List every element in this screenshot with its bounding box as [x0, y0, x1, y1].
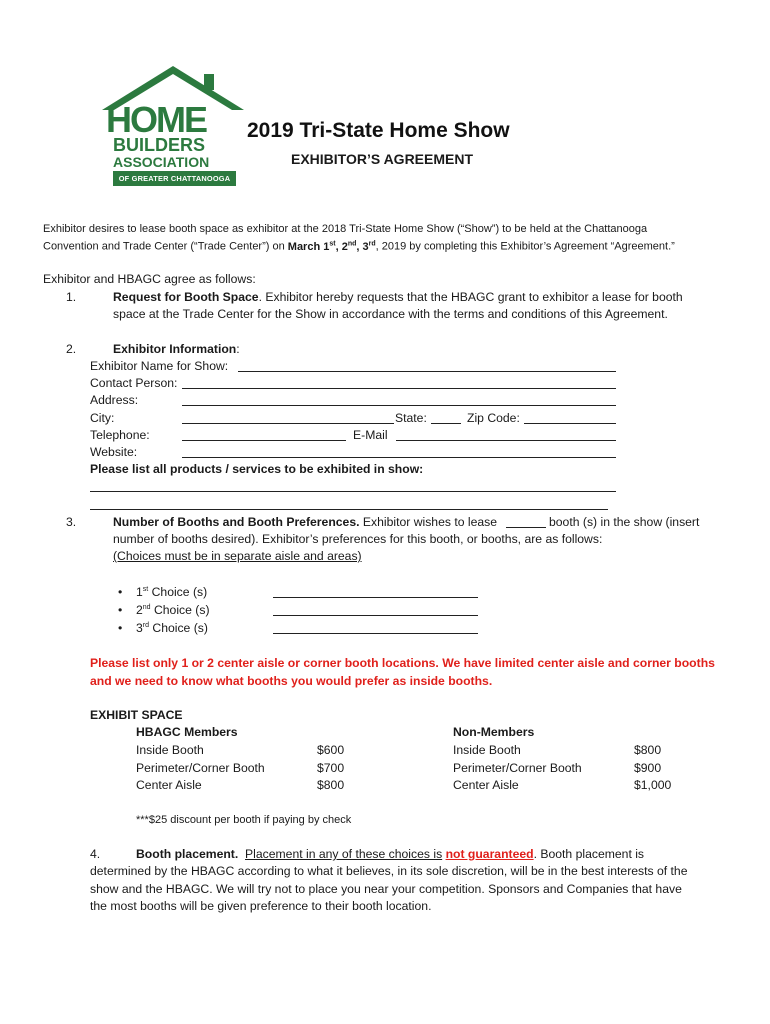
member-row-1-type: Inside Booth: [136, 743, 204, 757]
intro-line-2a: Convention and Trade Center (“Trade Center”) on: [43, 240, 288, 253]
nonmember-row-3-type: Center Aisle: [453, 778, 519, 792]
agree-line: Exhibitor and HBAGC agree as follows:: [43, 272, 256, 286]
section-1-number: 1.: [66, 290, 77, 304]
members-heading: HBAGC Members: [136, 725, 238, 739]
intro-line-1: Exhibitor desires to lease booth space as exhibitor at the 2018 Tri-State Home Show (“Show”) to be held at the Chattanooga: [43, 223, 648, 235]
choice-2-label: 2nd Choice (s): [136, 603, 210, 617]
intro-line-2: [43, 240, 675, 253]
logo-association: ASSOCIATION: [113, 154, 210, 170]
choice-2-bullet: •: [118, 603, 123, 617]
website-label: Website:: [90, 445, 138, 459]
choice-1-label: 1st Choice (s): [136, 585, 208, 599]
exhibitor-name-label: Exhibitor Name for Show:: [90, 359, 229, 373]
section-2-colon: :: [236, 342, 240, 356]
section-4-underlined: Placement in any of these choices is: [245, 847, 443, 861]
logo-home: HOME: [106, 99, 206, 140]
city-label: City:: [90, 411, 115, 425]
logo-band: [113, 171, 236, 186]
hbagc-logo: [100, 64, 246, 188]
member-row-3-type: Center Aisle: [136, 778, 202, 792]
telephone-field[interactable]: [182, 440, 346, 441]
choice-3-label: 3rd Choice (s): [136, 621, 208, 635]
nonmember-row-2-type: Perimeter/Corner Booth: [453, 761, 582, 775]
section-2-heading-line: [113, 342, 240, 356]
section-4-number: 4.: [90, 847, 101, 861]
state-label: State:: [395, 411, 427, 425]
zip-field[interactable]: [524, 423, 616, 424]
section-1-heading: Request for Booth Space: [113, 290, 259, 304]
products-field-1[interactable]: [90, 491, 616, 492]
section-4-line-1: [136, 847, 644, 861]
contact-person-field[interactable]: [182, 388, 616, 389]
member-row-3-price: $800: [317, 778, 345, 792]
email-field[interactable]: [396, 440, 616, 441]
section-4-line-2: determined by the HBAGC according to what it believes, in its sole discretion, will be in the best interests of the: [90, 864, 688, 878]
page-subtitle: EXHIBITOR’S AGREEMENT: [291, 151, 474, 167]
choice-1-field[interactable]: [273, 597, 478, 598]
nonmember-row-1-price: $800: [634, 743, 662, 757]
intro-dates: March 1st, 2nd, 3rd: [287, 240, 376, 253]
section-3-number: 3.: [66, 515, 77, 529]
address-label: Address:: [90, 393, 139, 407]
products-label: Please list all products / services to be exhibited in show:: [90, 462, 424, 476]
warning-line-2: and we need to know what booths you would prefer as inside booths.: [90, 674, 493, 688]
choice-3-bullet: •: [118, 621, 123, 635]
section-4-heading: Booth placement.: [136, 847, 239, 861]
contact-person-label: Contact Person:: [90, 376, 178, 390]
not-guaranteed-text: not guaranteed: [445, 847, 534, 861]
zip-label: Zip Code:: [467, 411, 520, 425]
page-title: 2019 Tri-State Home Show: [247, 119, 510, 142]
section-2-heading: Exhibitor Information: [113, 342, 237, 356]
section-3-text-1a: Exhibitor wishes to lease: [359, 515, 498, 529]
email-label: E-Mail: [353, 428, 388, 442]
state-field[interactable]: [431, 423, 461, 424]
section-3-line-2: number of booths desired). Exhibitor’s preferences for this booth, or booths, are as follows:: [113, 532, 603, 546]
exhibitor-name-field[interactable]: [238, 371, 616, 372]
logo-builders: BUILDERS: [113, 135, 206, 155]
member-row-2-type: Perimeter/Corner Booth: [136, 761, 265, 775]
section-4-line-3: show and the HBAGC. We will try not to place you near your competition. Sponsors and Companies that have: [90, 882, 682, 896]
website-field[interactable]: [182, 457, 616, 458]
address-field[interactable]: [182, 405, 616, 406]
warning-line-1: Please list only 1 or 2 center aisle or corner booth locations. We have limited center aisle and corner booths: [90, 656, 715, 670]
nonmember-row-3-price: $1,000: [634, 778, 672, 792]
section-1-text-1: . Exhibitor hereby requests that the HBAGC grant to exhibitor a lease for booth: [258, 290, 683, 304]
member-row-1-price: $600: [317, 743, 345, 757]
choice-3-field[interactable]: [273, 633, 478, 634]
section-4-line-4: the most booths will be given preference to their booth location.: [90, 899, 432, 913]
section-3-line-3: (Choices must be in separate aisle and areas): [113, 549, 362, 563]
choice-1-bullet: •: [118, 585, 123, 599]
section-2-number: 2.: [66, 342, 77, 356]
section-1-line-1: [113, 290, 683, 304]
exhibit-space-heading: EXHIBIT SPACE: [90, 708, 183, 722]
section-4-text-1: . Booth placement is: [533, 847, 645, 861]
member-row-2-price: $700: [317, 761, 345, 775]
section-3-heading: Number of Booths and Booth Preferences.: [113, 515, 360, 529]
section-3-line-1: [113, 515, 497, 529]
city-field[interactable]: [182, 423, 394, 424]
nonmember-row-1-type: Inside Booth: [453, 743, 521, 757]
telephone-label: Telephone:: [90, 428, 150, 442]
nonmember-row-2-price: $900: [634, 761, 662, 775]
discount-note: ***$25 discount per booth if paying by check: [136, 814, 352, 826]
section-1-line-2: space at the Trade Center for the Show in accordance with the terms and conditions of this Agreement.: [113, 307, 668, 321]
nonmembers-heading: Non-Members: [453, 725, 535, 739]
products-field-2[interactable]: [90, 509, 608, 510]
logo-subtitle: OF GREATER CHATTANOOGA: [118, 174, 231, 183]
section-3-text-1b: booth (s) in the show (insert: [549, 515, 700, 529]
booth-count-field[interactable]: [506, 527, 546, 528]
intro-line-2b: , 2019 by completing this Exhibitor’s Agreement “Agreement.”: [375, 240, 675, 253]
choice-2-field[interactable]: [273, 615, 478, 616]
